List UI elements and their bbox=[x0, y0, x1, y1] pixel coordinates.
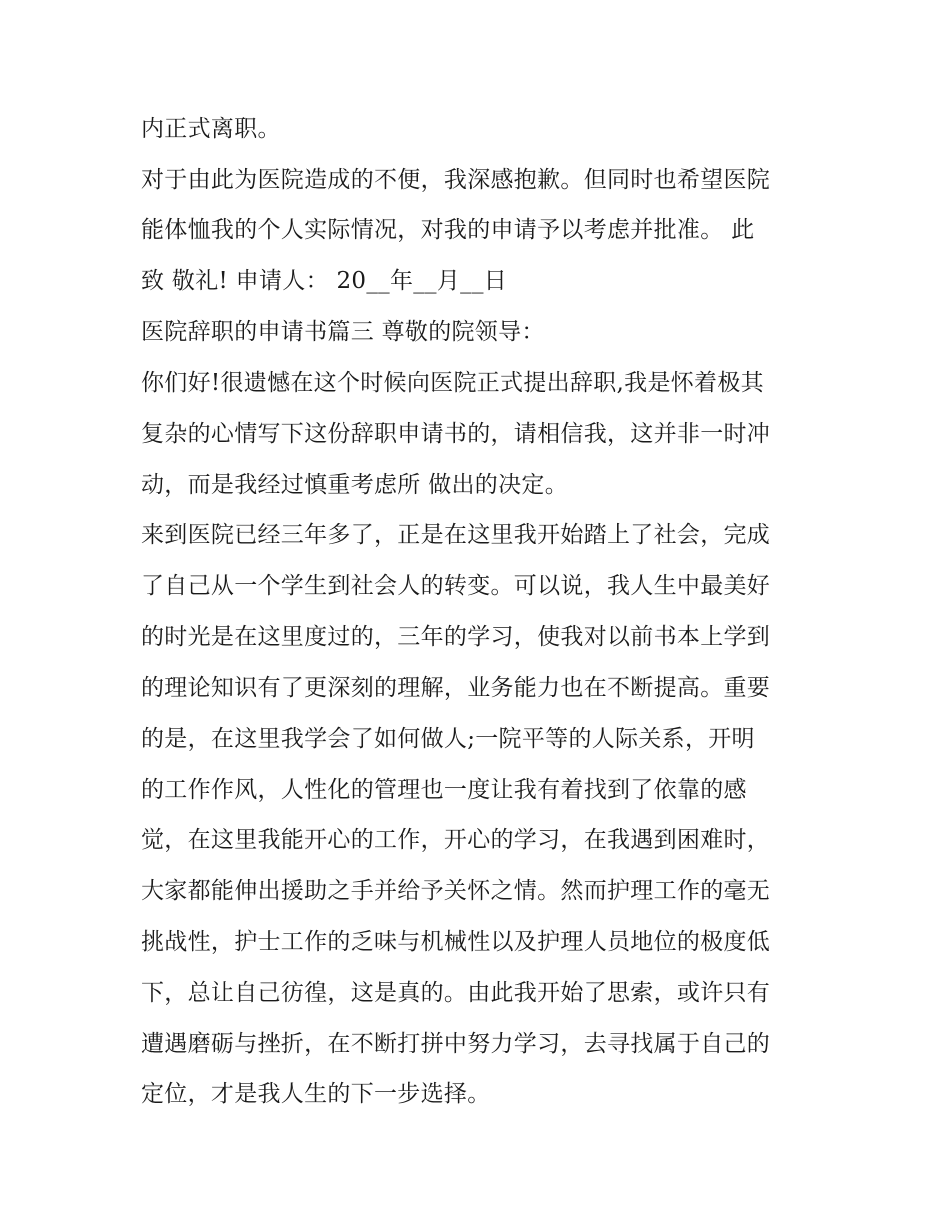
text-line: 的理论知识有了更深刻的理解，业务能力也在不断提高。重要 bbox=[141, 675, 771, 701]
text-line: 了自己从一个学生到社会人的转变。可以说，我人生中最美好 bbox=[141, 573, 771, 599]
text-line: 能体恤我的个人实际情况，对我的申请予以考虑并批准。 此 bbox=[141, 217, 755, 243]
text-line: 致 敬礼! 申请人： 20__年__月__日 bbox=[141, 268, 508, 294]
text-line: 遭遇磨砺与挫折，在不断打拼中努力学习，去寻找属于自己的 bbox=[141, 1031, 771, 1057]
text-line: 定位，才是我人生的下一步选择。 bbox=[141, 1081, 491, 1107]
text-line: 的工作作风，人性化的管理也一度让我有着找到了依靠的感 bbox=[141, 777, 747, 803]
text-line: 大家都能伸出援助之手并给予关怀之情。然而护理工作的毫无 bbox=[141, 878, 771, 904]
section-heading: 医院辞职的申请书篇三 尊敬的院领导： bbox=[141, 319, 545, 345]
text-line: 来到医院已经三年多了，正是在这里我开始踏上了社会，完成 bbox=[141, 522, 771, 548]
text-line: 动，而是我经过慎重考虑所 做出的决定。 bbox=[141, 472, 569, 498]
text-line: 复杂的心情写下这份辞职申请书的，请相信我，这并非一时冲 bbox=[141, 421, 771, 447]
text-line: 你们好!很遗憾在这个时候向医院正式提出辞职,我是怀着极其 bbox=[141, 370, 764, 396]
text-line: 觉，在这里我能开心的工作，开心的学习，在我遇到困难时， bbox=[141, 827, 771, 853]
text-line: 内正式离职。 bbox=[141, 116, 281, 142]
text-line: 对于由此为医院造成的不便，我深感抱歉。但同时也希望医院 bbox=[141, 167, 771, 193]
text-line: 挑战性，护士工作的乏味与机械性以及护理人员地位的极度低 bbox=[141, 929, 771, 955]
text-line: 的时光是在这里度过的，三年的学习，使我对以前书本上学到 bbox=[141, 624, 771, 650]
text-line: 的是，在这里我学会了如何做人;一院平等的人际关系，开明 bbox=[141, 726, 755, 752]
text-line: 下，总让自己彷徨，这是真的。由此我开始了思索，或许只有 bbox=[141, 980, 771, 1006]
